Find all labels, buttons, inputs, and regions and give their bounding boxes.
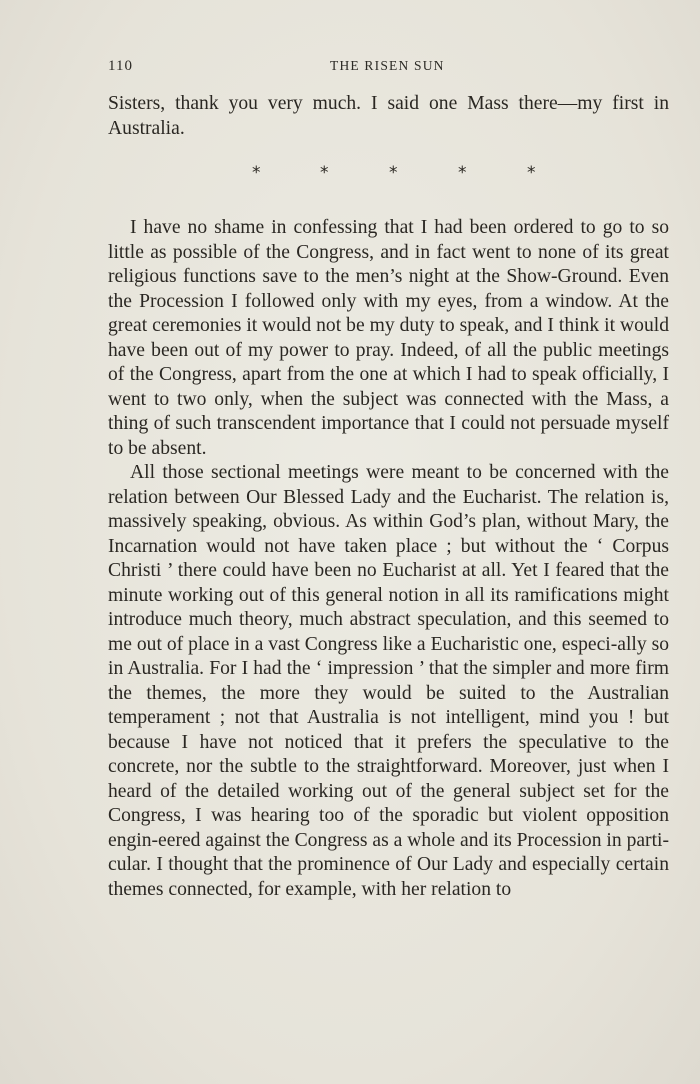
paragraph: I have no shame in confessing that I had been ordered to go to so little as possible of the Congress, and in fact went to none of its great religious functions save to the men’s night at the Show-Ground. Even the Procession I followed only with my eyes, from a window. At the great ceremonies it would not be my duty to speak, and I think it would have been out of my power to pray. Indeed, of all the public meetings of the Congress, apart from the one at which I had to speak officially, I went to two only, when the subject was connected with the Mass, a thing of such transcendent importance that I could not persuade myself to be absent. [108,217,669,459]
asterisk-mark: * [252,163,261,183]
running-head: THE RISEN SUN [330,58,445,73]
page-number: 110 [108,58,133,74]
section-separator [108,163,669,187]
body-text [108,216,669,902]
opening-text [108,92,669,141]
asterisk-mark: * [527,163,536,183]
asterisk-mark: * [320,163,329,183]
page-header [108,58,670,82]
asterisk-mark: * [389,163,398,183]
opening-paragraph: Sisters, thank you very much. I said one Mass there—my first in Australia. [108,93,669,139]
paragraph: All those sectional meetings were meant to be concerned with the relation between Our Blessed Lady and the Eucharist. The relation is, massively speaking, obvious. As within God’s plan, without Mary, the Incarnation would not have taken place ; but without the ‘ Corpus Christi ’ there could have been no Eucharist at all. Yet I feared that the minute working out of this general notion in all its ramifications might introduce much theory, much abstract speculation, and this seemed to me out of place in a vast Congress like a Eucharistic one, especi-ally so in Australia. For I had the ‘ impression ’ that the simpler and more firm the themes, the more they would be suited to the Australian temperament ; not that Australia is not intelligent, mind you ! but because I have not noticed that it prefers the speculative to the concrete, nor the subtle to the straightforward. Moreover, just when I heard of the detailed working out of the general subject set for the Congress, I was hearing too of the sporadic but violent opposition engin-eered against the Congress as a whole and its Procession in parti-cular. I thought that the prominence of Our Lady and especially certain themes connected, for example, with her relation to [108,462,669,900]
asterisk-mark: * [458,163,467,183]
